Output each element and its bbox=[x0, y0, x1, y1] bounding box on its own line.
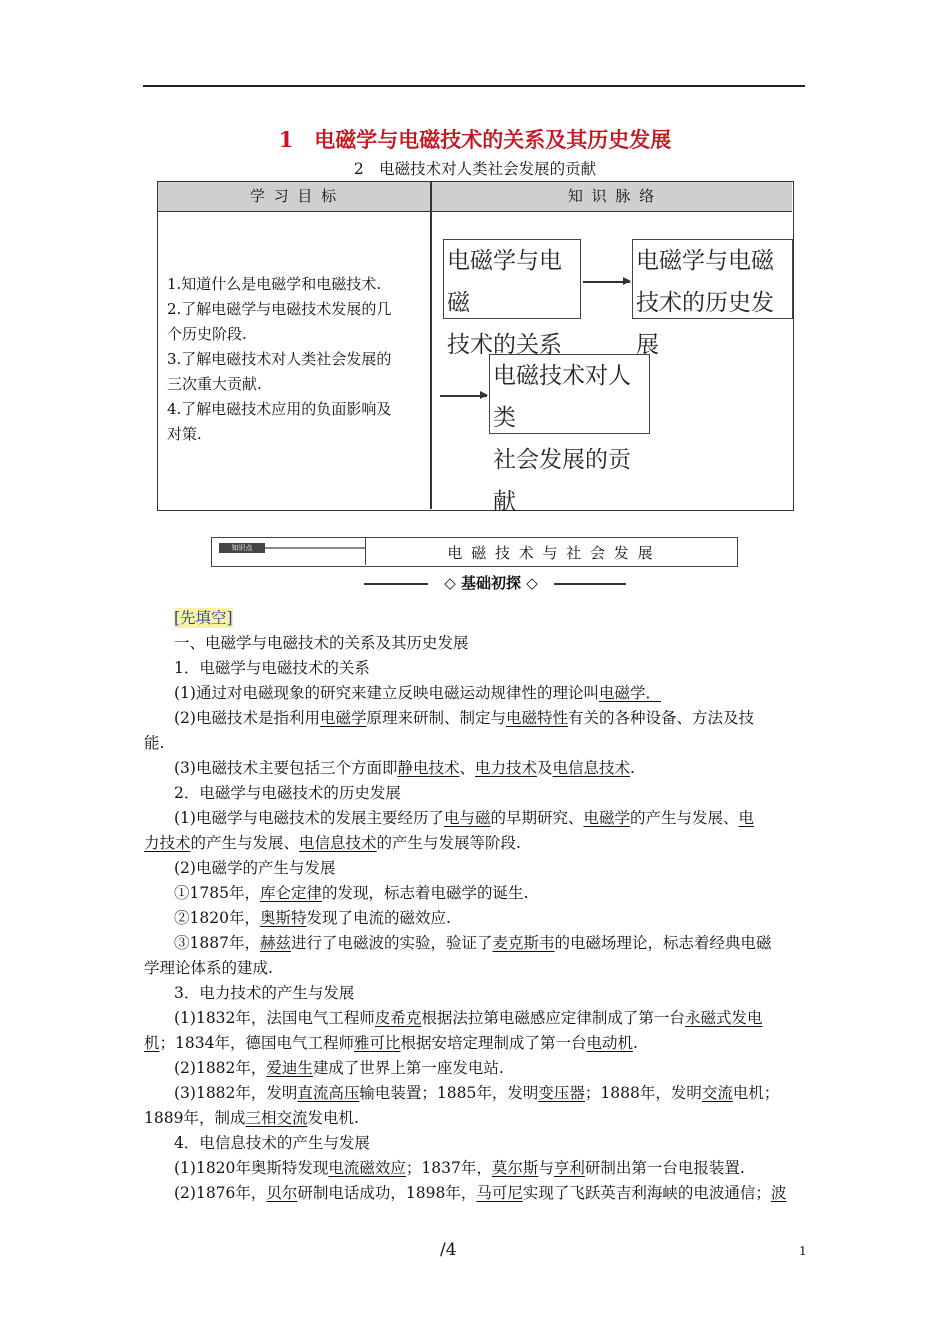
paragraph: (2)电磁技术是指利用电磁学原理来研制、制定与电磁特性有关的各种设备、方法及技 bbox=[174, 709, 755, 727]
answer-blank: 静电技术 bbox=[397, 759, 460, 777]
goal-line: 2.了解电磁学与电磁技术发展的几 bbox=[167, 300, 392, 318]
paragraph: (1)1820年奥斯特发现电流磁效应；1837年，莫尔斯与亨利研制出第一台电报装置. bbox=[174, 1159, 745, 1177]
goal-line: 对策. bbox=[167, 425, 202, 443]
answer-blank: 电磁学 bbox=[319, 709, 367, 727]
page-title: 1 电磁学与电磁技术的关系及其历史发展 bbox=[278, 127, 672, 152]
heading-1: 一、电磁学与电磁技术的关系及其历史发展 bbox=[174, 634, 469, 652]
paragraph: ①1785年，库仑定律的发现，标志着电磁学的诞生. bbox=[174, 884, 529, 902]
basic-label-right-rule bbox=[554, 583, 626, 585]
col-header-goals: 学 习 目 标 bbox=[249, 187, 339, 205]
subheading-4: 4．电信息技术的产生与发展 bbox=[174, 1134, 370, 1152]
paragraph: (2)1882年，爱迪生建成了世界上第一座发电站. bbox=[174, 1059, 504, 1077]
answer-blank: 电动机 bbox=[586, 1034, 634, 1052]
page-subtitle: 2 电磁技术对人类社会发展的贡献 bbox=[353, 160, 597, 178]
answer-blank: 力技术 bbox=[144, 834, 191, 852]
goal-line: 个历史阶段. bbox=[167, 325, 247, 343]
answer-blank: 电磁特性 bbox=[506, 709, 569, 727]
paragraph: (2)1876年，贝尔研制电话成功，1898年，马可尼实现了飞跃英吉利海峡的电波通信；波 bbox=[174, 1184, 787, 1202]
map-box-line: 电磁学与电磁 bbox=[636, 248, 774, 274]
answer-blank: 电磁学． bbox=[598, 684, 661, 702]
paragraph: (2)电磁学的产生与发展 bbox=[174, 859, 336, 877]
map-box-line: 技术的关系 bbox=[447, 332, 562, 358]
answer-blank: 波 bbox=[770, 1184, 787, 1202]
answer-blank: 电磁学 bbox=[583, 809, 631, 827]
section-tag: 知识点 bbox=[219, 543, 265, 553]
map-box-line: 社会发展的贡献 bbox=[493, 447, 631, 515]
answer-blank: 贝尔 bbox=[266, 1184, 298, 1202]
page-mark: /4 bbox=[440, 1240, 457, 1260]
map-box-line: 技术的历史发展 bbox=[636, 290, 774, 358]
answer-blank: 皮希克 bbox=[374, 1009, 422, 1027]
section-title: 电 磁 技 术 与 社 会 发 展 bbox=[447, 544, 655, 562]
subheading-1: 1．电磁学与电磁技术的关系 bbox=[174, 659, 370, 677]
answer-blank: 雅可比 bbox=[353, 1034, 401, 1052]
answer-blank: 直流高压 bbox=[297, 1084, 360, 1102]
paragraph: (1)通过对电磁现象的研究来建立反映电磁运动规律性的理论叫电磁学． bbox=[174, 684, 661, 702]
arrow-2 bbox=[440, 395, 487, 397]
col-header-context: 知 识 脉 络 bbox=[567, 187, 657, 205]
answer-blank: 永磁式发电 bbox=[684, 1009, 763, 1027]
answer-blank: 电 bbox=[738, 809, 755, 827]
map-box-line: 电磁技术对人类 bbox=[493, 363, 631, 431]
paragraph-cont: 机；1834年，德国电气工程师雅可比根据安培定理制成了第一台电动机. bbox=[144, 1034, 638, 1052]
paragraph: (1)1832年，法国电气工程师皮希克根据法拉第电磁感应定律制成了第一台永磁式发电 bbox=[174, 1009, 763, 1027]
answer-blank: 电流磁效应 bbox=[328, 1159, 406, 1177]
answer-blank: 电与磁 bbox=[443, 809, 491, 827]
answer-blank: 电力技术 bbox=[475, 759, 538, 777]
answer-blank: 亨利 bbox=[553, 1159, 585, 1177]
goal-line: 三次重大贡献. bbox=[167, 375, 262, 393]
paragraph-cont: 1889年，制成三相交流发电机. bbox=[144, 1109, 359, 1127]
answer-blank: 莫尔斯 bbox=[491, 1159, 539, 1177]
paragraph-cont: 力技术的产生与发展、电信息技术的产生与发展等阶段. bbox=[144, 834, 521, 852]
answer-blank: 电信息技术 bbox=[552, 759, 631, 777]
goals-list bbox=[167, 272, 391, 447]
goal-line: 1.知道什么是电磁学和电磁技术. bbox=[167, 275, 382, 293]
basic-label-left-rule bbox=[364, 583, 428, 585]
answer-blank: 赫兹 bbox=[259, 934, 291, 952]
subheading-3: 3．电力技术的产生与发展 bbox=[174, 984, 355, 1002]
answer-blank: 交流 bbox=[701, 1084, 733, 1102]
fill-tag: [先填空] bbox=[174, 609, 233, 627]
map-box-history bbox=[632, 239, 793, 358]
basic-label: ◇ 基础初探 ◇ bbox=[444, 574, 538, 592]
paragraph: (1)电磁学与电磁技术的发展主要经历了电与磁的早期研究、电磁学的产生与发展、电 bbox=[174, 809, 755, 827]
column-divider bbox=[430, 182, 432, 509]
answer-blank: 电信息技术 bbox=[299, 834, 377, 852]
paragraph: ②1820年，奥斯特发现了电流的磁效应. bbox=[174, 909, 451, 927]
section-bar bbox=[211, 537, 738, 567]
answer-blank: 库仑定律 bbox=[259, 884, 322, 902]
subheading-2: 2．电磁学与电磁技术的历史发展 bbox=[174, 784, 401, 802]
goal-line: 3.了解电磁技术对人类社会发展的 bbox=[167, 350, 392, 368]
map-box-line: 电磁学与电磁 bbox=[447, 248, 562, 316]
section-tag-line bbox=[265, 547, 365, 549]
paragraph: (3)电磁技术主要包括三个方面即静电技术、电力技术及电信息技术. bbox=[174, 759, 635, 777]
goal-line: 4.了解电磁技术应用的负面影响及 bbox=[167, 400, 392, 418]
arrow-1 bbox=[583, 281, 630, 283]
paragraph-cont: 学理论体系的建成. bbox=[144, 959, 273, 977]
answer-blank: 奥斯特 bbox=[259, 909, 307, 927]
answer-blank: 麦克斯韦 bbox=[492, 934, 555, 952]
paragraph: ③1887年，赫兹进行了电磁波的实验，验证了麦克斯韦的电磁场理论，标志着经典电磁 bbox=[174, 934, 772, 952]
answer-blank: 机 bbox=[144, 1034, 160, 1052]
paragraph: (3)1882年，发明直流高压输电装置；1885年，发明变压器；1888年，发明交流电机； bbox=[174, 1084, 780, 1102]
map-box-contribution bbox=[489, 354, 650, 515]
answer-blank: 变压器 bbox=[538, 1084, 585, 1102]
map-box-relation bbox=[443, 239, 581, 358]
answer-blank: 马可尼 bbox=[476, 1184, 523, 1202]
top-rule bbox=[143, 85, 805, 87]
page-number: 1 bbox=[799, 1244, 807, 1258]
answer-blank: 三相交流 bbox=[245, 1109, 308, 1127]
paragraph-cont: 能. bbox=[144, 734, 165, 752]
answer-blank: 爱迪生 bbox=[266, 1059, 313, 1077]
